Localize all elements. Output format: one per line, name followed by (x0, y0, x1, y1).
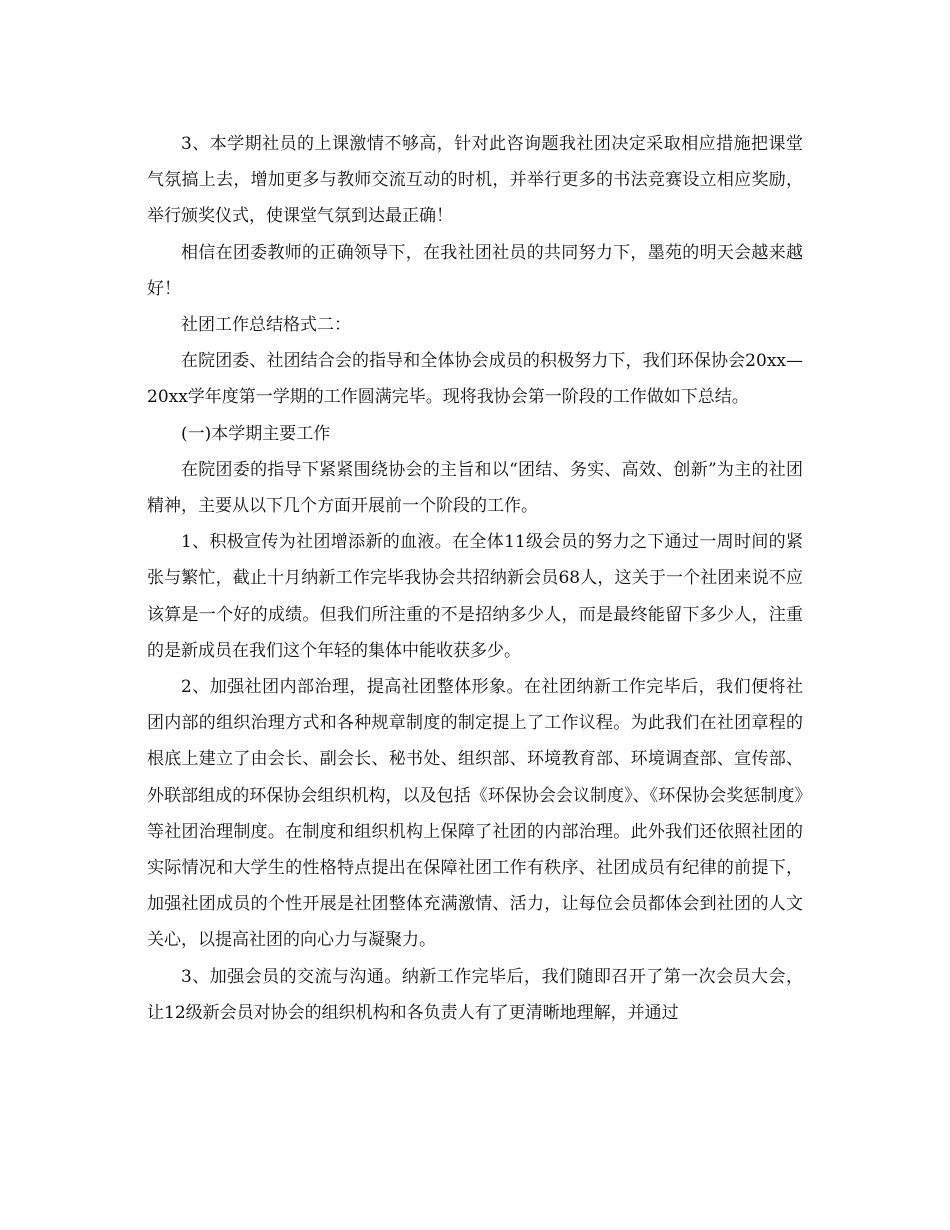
document-page (147, 126, 803, 1031)
paragraph-format-two-heading: 社团工作总结格式二： (181, 315, 351, 336)
paragraph-intro: 在院团委、社团结合会的指导和全体协会成员的积极努力下，我们环保协会20xx—20xx学年度第一学期的工作圆满完毕。现将我协会第一阶段的工作做如下总结。 (147, 351, 803, 408)
paragraph-item-1-recruitment: 1、积极宣传为社团增添新的血液。在全体11级会员的努力之下通过一周时间的紧张与繁忙，截止十月纳新工作完毕我协会共招纳新会员68人，这关于一个社团来说不应该算是一个好的成绩。但我们所注重的不是招纳多少人，而是最终能留下多少人，注重的是新成员在我们这个年轻的集体中能收获多少。 (147, 532, 803, 661)
paragraph-future-outlook: 相信在团委教师的正确领导下，在我社团社员的共同努力下，墨苑的明天会越来越好！ (147, 242, 803, 299)
paragraph-improve-class-atmosphere: 3、本学期社员的上课激情不够高，针对此咨询题我社团决定采取相应措施把课堂气氛搞上去，增加更多与教师交流互动的时机，并举行更多的书法竞赛设立相应奖励，举行颁奖仪式，使课堂气氛到达最正确！ (147, 134, 803, 227)
paragraph-guidance: 在院团委的指导下紧紧围绕协会的主旨和以“团结、务实、高效、创新”为主的社团精神，主要从以下几个方面开展前一个阶段的工作。 (147, 459, 803, 517)
paragraph-item-2-management: 2、加强社团内部治理，提高社团整体形象。在社团纳新工作完毕后，我们便将社团内部的组织治理方式和各种规章制度的制定提上了工作议程。为此我们在社团章程的根底上建立了由会长、副会长、秘书处、组织部、环境教育部、环境调查部、宣传部、外联部组成的环保协会组织机构，以及包括《环保协会会议制度》、《环保协会奖惩制度》等社团治理制度。在制度和组织机构上保障了社团的内部治理。此外我们还依照社团的实际情况和大学生的性格特点提出在保障社团工作有秩序、社团成员有纪律的前提下，加强社团成员的个性开展是社团整体充满激情、活力，让每位会员都体会到社团的人文关心，以提高社团的向心力与凝聚力。 (147, 677, 803, 951)
paragraph-item-3-communication: 3、加强会员的交流与沟通。纳新工作完毕后，我们随即召开了第一次会员大会，让12级新会员对协会的组织机构和各负责人有了更清晰地理解，并通过 (147, 966, 803, 1023)
section-heading-main-work: (一)本学期主要工作 (181, 423, 331, 444)
